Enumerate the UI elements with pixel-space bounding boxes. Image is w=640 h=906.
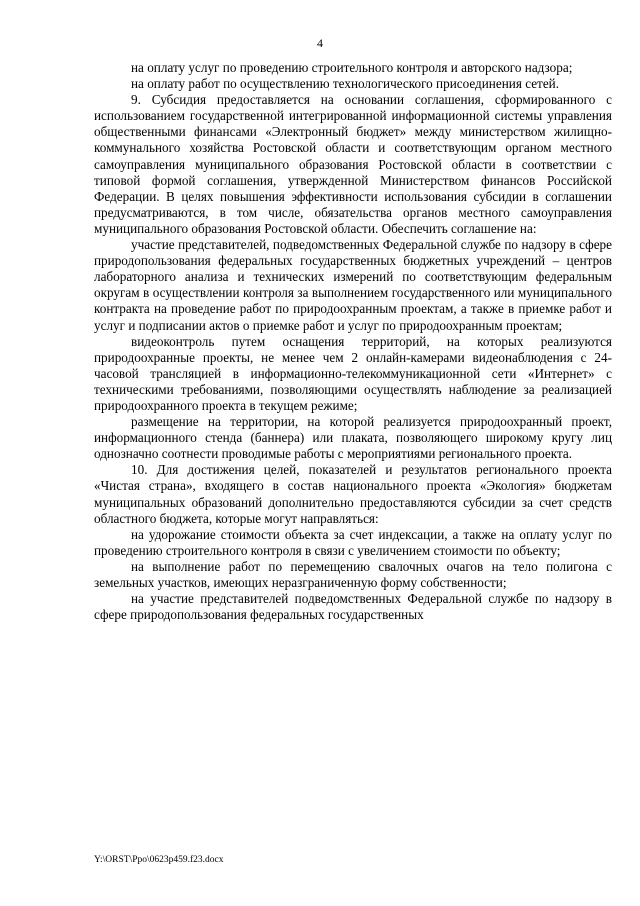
file-path-footer: Y:\ORST\Ppo\0623p459.f23.docx <box>94 855 224 865</box>
document-body <box>94 60 612 623</box>
paragraph: 9. Субсидия предоставляется на основании соглашения, сформированного с использованием государственной интегрированной информационной системы управления общественными финансами «Электронный бюджет» между министерством жилищно-коммунального хозяйства Ростовской области и соответствующим органом местного самоуправления муниципального образования Ростовской области в соответствии с типовой формой соглашения, утвержденной Министерством финансов Российской Федерации. В целях повышения эффективности использования субсидии в соглашении предусматриваются, в том числе, обязательства органов местного самоуправления муниципального образования Ростовской области. Обеспечить соглашение на: <box>94 92 612 236</box>
paragraph: размещение на территории, на которой реализуется природоохранный проект, информационного стенда (баннера) или плаката, позволяющего широкому кругу лиц однозначно соотнести проводимые работы с мероприятиями регионального проекта. <box>94 414 612 462</box>
paragraph: на удорожание стоимости объекта за счет индексации, а также на оплату услуг по проведению строительного контроля в связи с увеличением стоимости по объекту; <box>94 526 612 558</box>
paragraph: на участие представителей подведомственных Федеральной службе по надзору в сфере природопользования федеральных государственных <box>94 591 612 623</box>
paragraph: на оплату услуг по проведению строительного контроля и авторского надзора; <box>131 60 573 75</box>
paragraph: участие представителей, подведомственных Федеральной службе по надзору в сфере природопользования федеральных государственных бюджетных учреждений – центров лабораторного анализа и технических измерений по соответствующим федеральным округам в осуществлении контроля за выполнением государственного или муниципального контракта на проведение работ по природоохранным проектам, а также в приемке работ и услуг и подписании актов о приемке работ и услуг по природоохранным проектам; <box>94 237 612 333</box>
paragraph: на оплату работ по осуществлению технологического присоединения сетей. <box>131 76 560 92</box>
paragraph: видеоконтроль путем оснащения территорий, на которых реализуются природоохранные проекты, не менее чем 2 онлайн-камерами видеонаблюдения с 24-часовой трансляцией в информационно-телекоммуникационной сети «Интернет» с техническими требованиями, позволяющими осуществлять наблюдение за реализацией природоохранного проекта в текущем режиме; <box>94 333 612 413</box>
paragraph: 10. Для достижения целей, показателей и результатов регионального проекта «Чистая страна», входящего в состав национального проекта «Экология» бюджетам муниципальных образований дополнительно предоставляются субсидии за счет средств областного бюджета, которые могут направляться: <box>94 462 612 526</box>
paragraph: на выполнение работ по перемещению свалочных очагов на тело полигона с земельных участков, имеющих неразграниченную форму собственности; <box>94 558 612 590</box>
page-number: 4 <box>317 36 323 50</box>
